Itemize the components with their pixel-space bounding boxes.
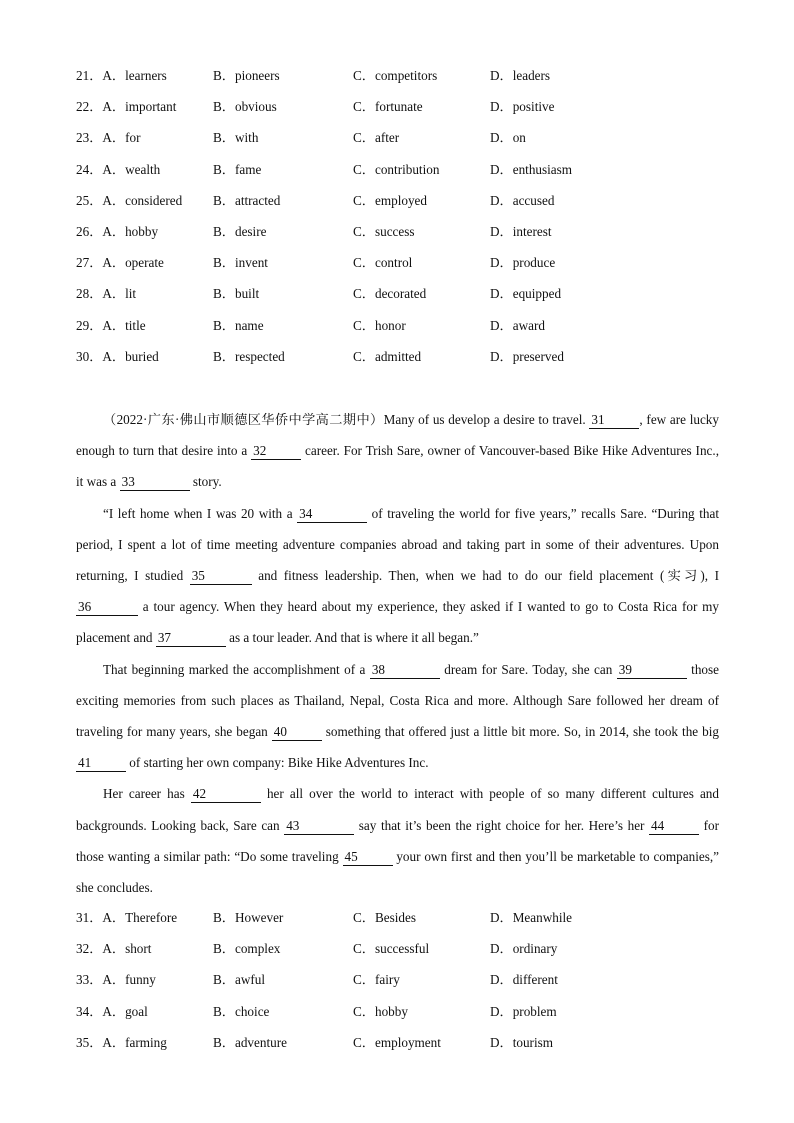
question-number-and-option-a: 35．A．farming [76, 1034, 167, 1050]
blank-32: 32 [251, 443, 301, 460]
blank-39: 39 [617, 662, 687, 679]
option-d: D．award [490, 317, 545, 333]
option-c: C．admitted [353, 348, 422, 364]
option-b: B．name [213, 317, 264, 333]
option-d: D．equipped [490, 286, 562, 302]
option-c: C．control [353, 255, 413, 271]
option-d: D．tourism [490, 1034, 554, 1050]
question-row-28 [76, 278, 726, 309]
option-b: B．adventure [213, 1034, 287, 1050]
blank-35: 35 [190, 568, 252, 585]
option-c: C．employment [353, 1034, 441, 1050]
options-list-21-30 [76, 60, 726, 372]
option-d: D．accused [490, 192, 555, 208]
option-d: D．produce [490, 255, 556, 271]
option-c: C．Besides [353, 910, 417, 925]
blank-38: 38 [370, 662, 440, 679]
blank-36: 36 [76, 599, 138, 616]
question-row-22 [76, 91, 726, 122]
question-number-and-option-a: 31．A．Therefore [76, 910, 178, 925]
option-b: B．fame [213, 161, 262, 177]
question-row-34 [76, 996, 726, 1027]
option-c: C．employed [353, 192, 427, 208]
cloze-passage [76, 404, 719, 903]
option-b: B．However [213, 910, 284, 925]
option-d: D．positive [490, 99, 555, 115]
question-row-35 [76, 1027, 726, 1058]
option-b: B．built [213, 286, 260, 302]
question-number-and-option-a: 21．A．learners [76, 68, 167, 83]
option-c: C．hobby [353, 1003, 408, 1019]
blank-41: 41 [76, 755, 126, 772]
question-number-and-option-a: 27．A．operate [76, 255, 164, 271]
passage-paragraph-1: （2022·广东·佛山市顺德区华侨中学高二期中）Many of us develop a desire to travel. 31 , few are lucky enough to turn that desire into a 32 career. For Trish Sare, owner of Vancouver-based Bike Hike Adventures Inc., it was a 33 story. [76, 412, 719, 490]
question-row-29 [76, 310, 726, 341]
question-number-and-option-a: 23．A．for [76, 130, 141, 146]
blank-45: 45 [343, 849, 393, 866]
question-row-27 [76, 247, 726, 278]
question-row-26 [76, 216, 726, 247]
option-b: B．desire [213, 223, 267, 239]
option-d: D．preserved [490, 348, 564, 364]
option-c: C．fairy [353, 972, 400, 988]
option-b: B．pioneers [213, 68, 280, 83]
option-c: C．fortunate [353, 99, 423, 115]
question-number-and-option-a: 34．A．goal [76, 1003, 148, 1019]
question-number-and-option-a: 24．A．wealth [76, 161, 161, 177]
option-c: C．competitors [353, 68, 438, 83]
passage-paragraph-2: “I left home when I was 20 with a 34 of traveling the world for five years,” recalls Sare. “During that period, I spent a lot of time meeting adventure companies abroad and taking part in some of their adventures. Upon returning, I studied 35 and fitness leadership. Then, when we had to do our field placement (实习), I 36 a tour agency. When they heard about my experience, they asked if I wanted to go to Costa Rica for my placement and 37 as a tour leader. And that is where it all began.” [76, 505, 720, 646]
blank-40: 40 [272, 724, 322, 741]
question-row-21 [76, 60, 726, 91]
option-b: B．with [213, 130, 259, 146]
blank-31: 31 [589, 412, 639, 429]
question-number-and-option-a: 29．A．title [76, 317, 146, 333]
question-row-24 [76, 154, 726, 185]
option-c: C．honor [353, 317, 406, 333]
blank-37: 37 [156, 630, 226, 647]
question-number-and-option-a: 28．A．lit [76, 286, 137, 302]
option-d: D．different [490, 972, 558, 988]
option-b: B．attracted [213, 192, 281, 208]
option-d: D．problem [490, 1003, 557, 1019]
option-b: B．complex [213, 941, 281, 957]
passage-paragraph-3: That beginning marked the accomplishment of a 38 dream for Sare. Today, she can 39 those exciting memories from such places as Thailand, Nepal, Costa Rica and more. Although Sare followed her dream of traveling for many years, she began 40 something that offered just a little bit more. So, in 2014, she took the big 41 of starting her own company: Bike Hike Adventures Inc. [76, 661, 720, 771]
question-number-and-option-a: 26．A．hobby [76, 223, 159, 239]
options-list-31-35 [76, 902, 726, 1058]
option-d: D．Meanwhile [490, 910, 573, 925]
option-c: C．after [353, 130, 400, 146]
question-row-32 [76, 933, 726, 964]
option-c: C．decorated [353, 286, 427, 302]
blank-44: 44 [649, 818, 699, 835]
question-number-and-option-a: 32．A．short [76, 941, 152, 957]
blank-43: 43 [284, 818, 354, 835]
option-d: D．leaders [490, 68, 551, 83]
option-c: C．success [353, 223, 415, 239]
option-b: B．awful [213, 972, 266, 988]
passage-paragraph-4: Her career has 42 her all over the world to interact with people of so many different cultures and backgrounds. Looking back, Sare can 43 say that it’s been the right choice for her. Here’s her 44 for those wanting a similar path: “Do some traveling 45 your own first and then you’ll be marketable to companies,” she concludes. [76, 786, 719, 896]
passage-source: （2022·广东·佛山市顺德区华侨中学高二期中） [103, 412, 384, 427]
question-number-and-option-a: 22．A．important [76, 99, 177, 115]
option-d: D．ordinary [490, 941, 558, 957]
option-b: B．respected [213, 348, 285, 364]
question-number-and-option-a: 33．A．funny [76, 972, 156, 988]
question-number-and-option-a: 25．A．considered [76, 192, 183, 208]
option-d: D．on [490, 130, 526, 146]
option-c: C．successful [353, 941, 430, 957]
question-number-and-option-a: 30．A．buried [76, 348, 159, 364]
option-b: B．choice [213, 1003, 270, 1019]
option-b: B．invent [213, 255, 268, 271]
blank-33: 33 [120, 474, 190, 491]
question-row-25 [76, 185, 726, 216]
question-row-31 [76, 902, 726, 933]
option-d: D．enthusiasm [490, 161, 573, 177]
option-c: C．contribution [353, 161, 440, 177]
question-row-23 [76, 122, 726, 153]
question-row-30 [76, 341, 726, 372]
option-d: D．interest [490, 223, 552, 239]
blank-34: 34 [297, 506, 367, 523]
blank-42: 42 [191, 786, 261, 803]
question-row-33 [76, 964, 726, 995]
option-b: B．obvious [213, 99, 277, 115]
